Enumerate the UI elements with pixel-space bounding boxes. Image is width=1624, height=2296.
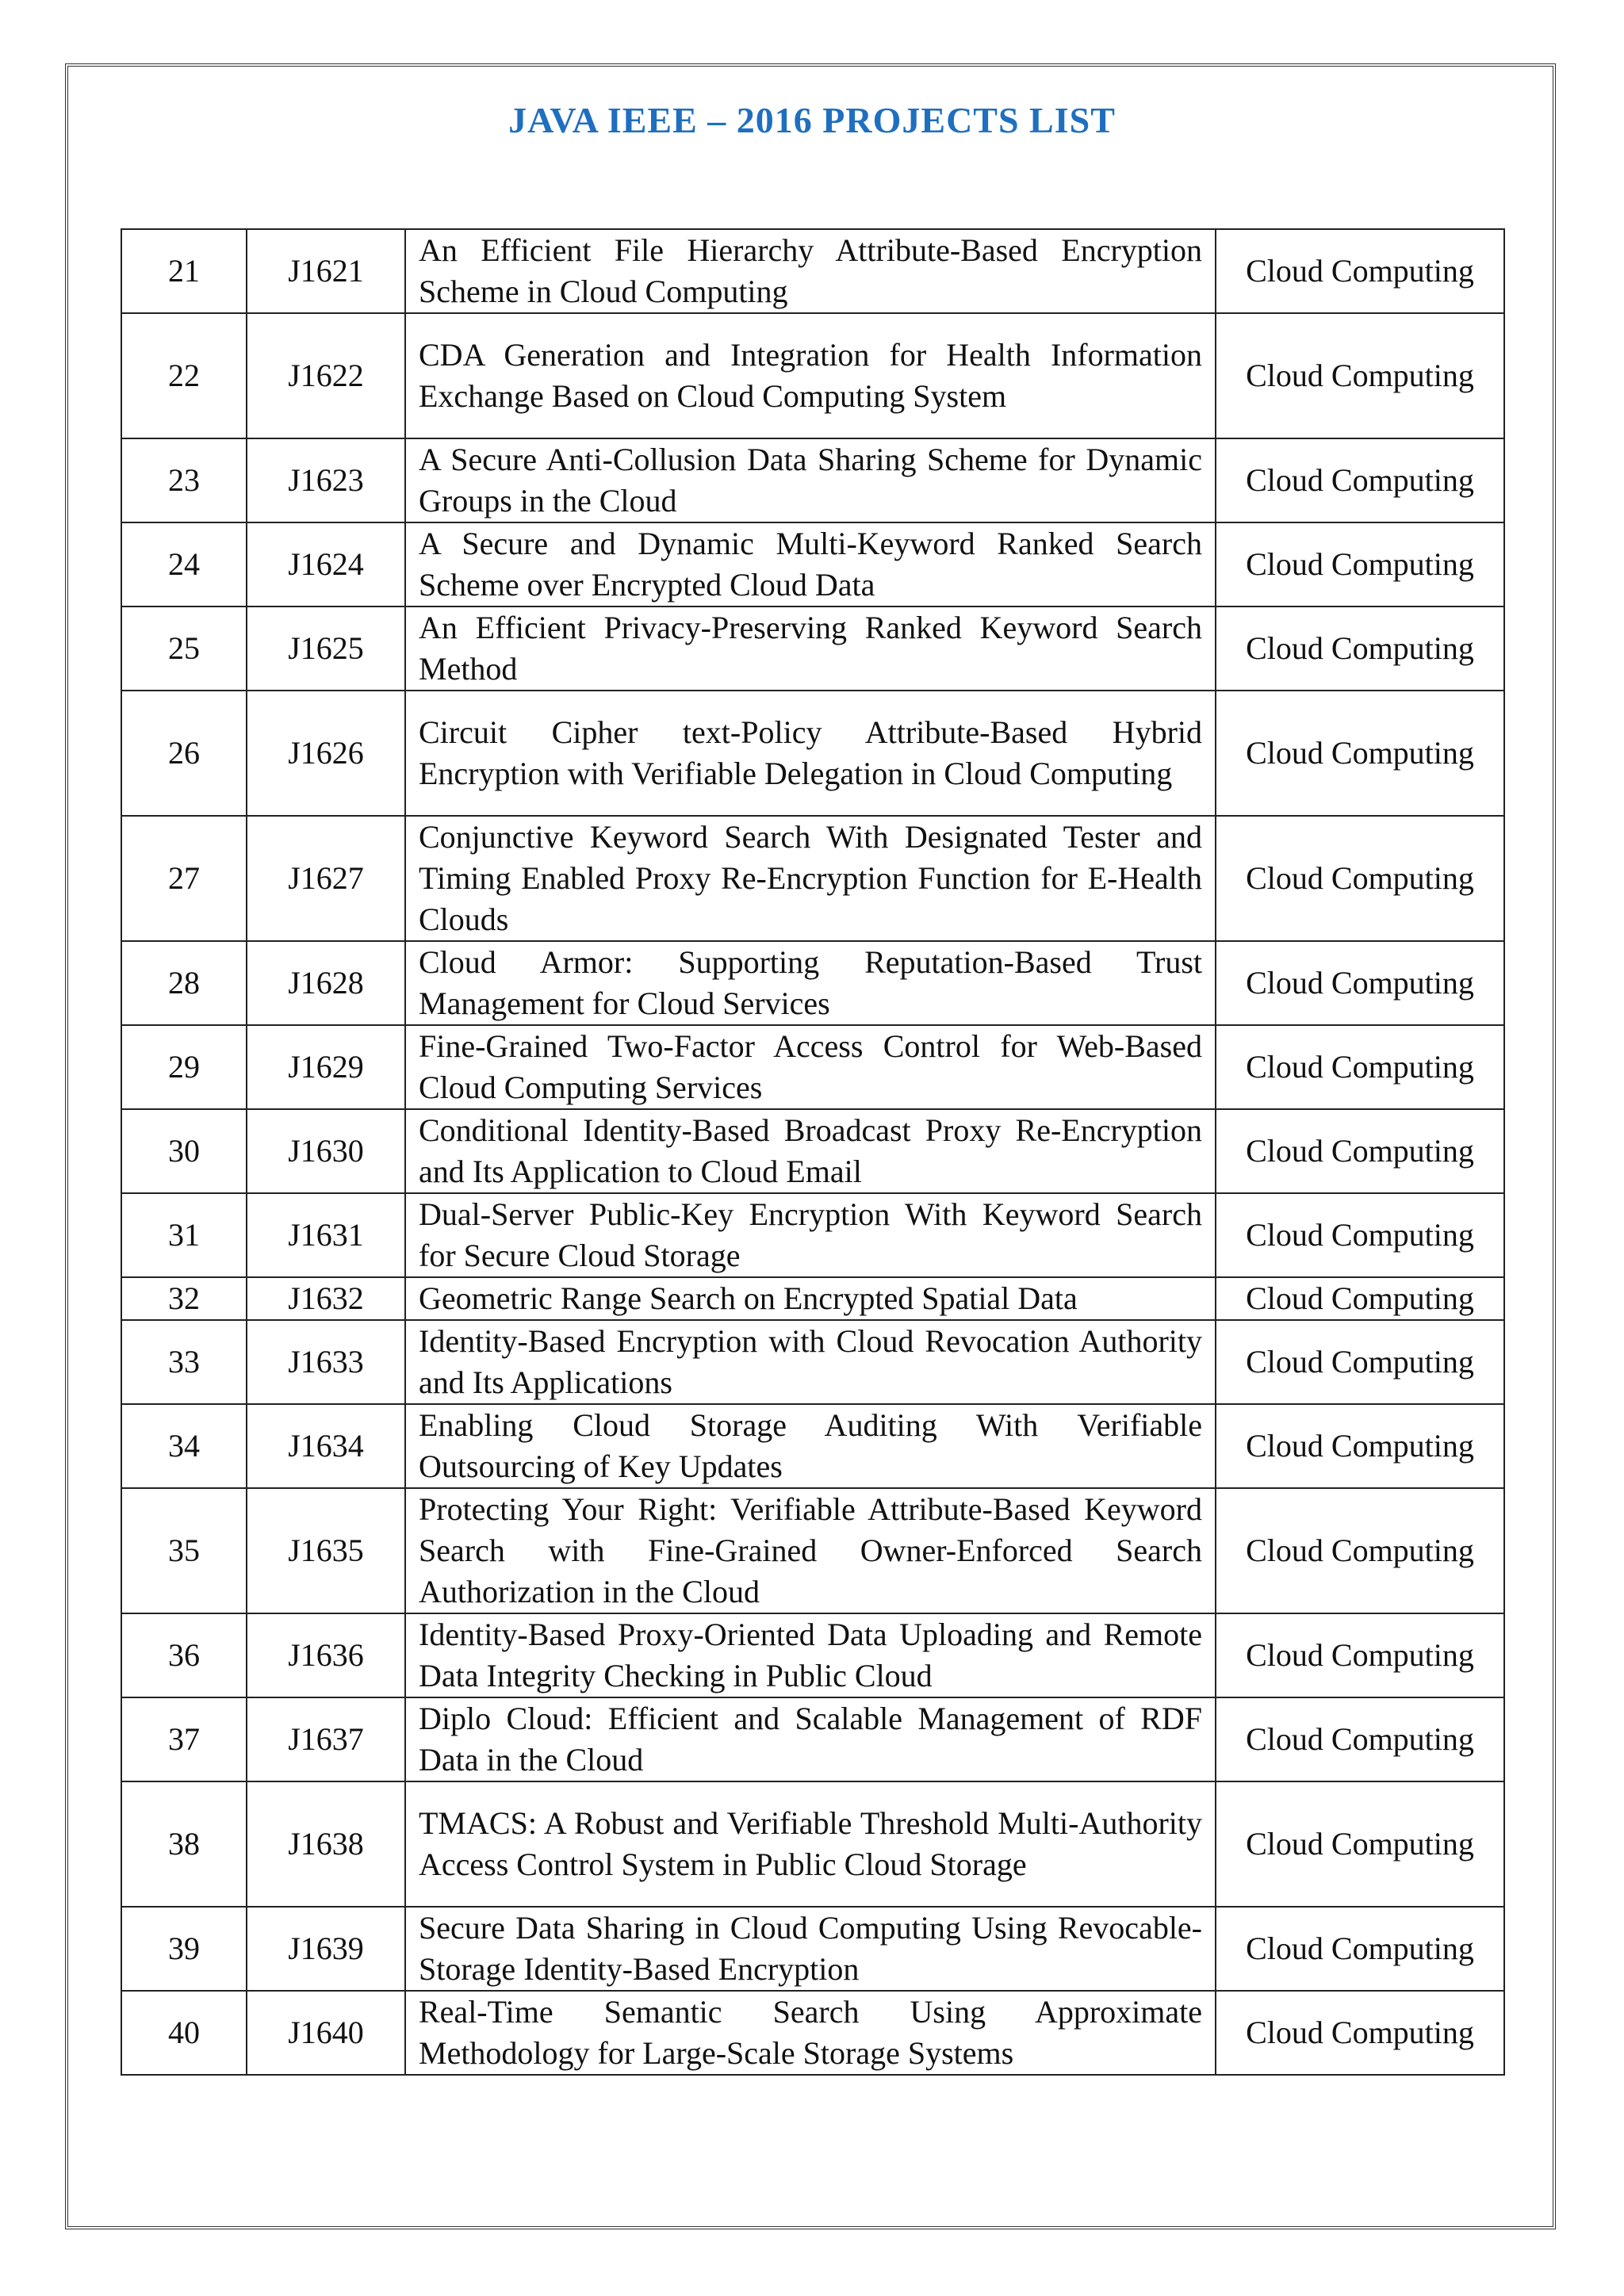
project-code-cell: J1636: [247, 1613, 405, 1697]
project-title-cell: Dual-Server Public-Key Encryption With Keyword Search for Secure Cloud Storage: [405, 1193, 1216, 1277]
project-number-cell: 29: [121, 1025, 247, 1109]
project-domain-cell: Cloud Computing: [1216, 691, 1504, 816]
project-domain-cell: Cloud Computing: [1216, 607, 1504, 691]
project-number-cell: 28: [121, 941, 247, 1025]
project-domain-cell: Cloud Computing: [1216, 1613, 1504, 1697]
table-row: [121, 1320, 1504, 1404]
table-row: [121, 522, 1504, 607]
project-title-cell: CDA Generation and Integration for Health Information Exchange Based on Cloud Computing System: [405, 313, 1216, 438]
project-title-cell: Protecting Your Right: Verifiable Attribute-Based Keyword Search with Fine-Grained Owner-Enforced Search Authorization in the Cloud: [405, 1488, 1216, 1613]
project-title-cell: Circuit Cipher text-Policy Attribute-Based Hybrid Encryption with Verifiable Delegation in Cloud Computing: [405, 691, 1216, 816]
project-domain-cell: Cloud Computing: [1216, 816, 1504, 941]
project-title-cell: Conditional Identity-Based Broadcast Proxy Re-Encryption and Its Application to Cloud Email: [405, 1109, 1216, 1193]
project-code-cell: J1632: [247, 1277, 405, 1320]
project-title-cell: Secure Data Sharing in Cloud Computing Using Revocable-Storage Identity-Based Encryption: [405, 1907, 1216, 1991]
table-row: [121, 313, 1504, 438]
table-row: [121, 229, 1504, 313]
project-code-cell: J1631: [247, 1193, 405, 1277]
project-domain-cell: Cloud Computing: [1216, 941, 1504, 1025]
projects-table: [121, 228, 1505, 2076]
project-domain-cell: Cloud Computing: [1216, 1991, 1504, 2075]
project-number-cell: 32: [121, 1277, 247, 1320]
project-code-cell: J1630: [247, 1109, 405, 1193]
project-code-cell: J1639: [247, 1907, 405, 1991]
project-code-cell: J1623: [247, 438, 405, 522]
project-title-cell: A Secure and Dynamic Multi-Keyword Ranked Search Scheme over Encrypted Cloud Data: [405, 522, 1216, 607]
table-row: [121, 1193, 1504, 1277]
project-code-cell: J1634: [247, 1404, 405, 1488]
project-domain-cell: Cloud Computing: [1216, 1488, 1504, 1613]
table-row: [121, 1404, 1504, 1488]
project-domain-cell: Cloud Computing: [1216, 1025, 1504, 1109]
project-code-cell: J1629: [247, 1025, 405, 1109]
project-number-cell: 38: [121, 1781, 247, 1907]
table-row: [121, 1613, 1504, 1697]
project-number-cell: 40: [121, 1991, 247, 2075]
project-number-cell: 39: [121, 1907, 247, 1991]
table-row: [121, 691, 1504, 816]
project-code-cell: J1621: [247, 229, 405, 313]
project-title-cell: An Efficient Privacy-Preserving Ranked Keyword Search Method: [405, 607, 1216, 691]
project-title-cell: Identity-Based Proxy-Oriented Data Uploading and Remote Data Integrity Checking in Public Cloud: [405, 1613, 1216, 1697]
project-number-cell: 21: [121, 229, 247, 313]
project-domain-cell: Cloud Computing: [1216, 1907, 1504, 1991]
project-domain-cell: Cloud Computing: [1216, 1193, 1504, 1277]
project-code-cell: J1637: [247, 1697, 405, 1781]
project-domain-cell: Cloud Computing: [1216, 1277, 1504, 1320]
project-code-cell: J1638: [247, 1781, 405, 1907]
project-number-cell: 30: [121, 1109, 247, 1193]
project-title-cell: Real-Time Semantic Search Using Approximate Methodology for Large-Scale Storage Systems: [405, 1991, 1216, 2075]
project-title-cell: Identity-Based Encryption with Cloud Revocation Authority and Its Applications: [405, 1320, 1216, 1404]
project-number-cell: 22: [121, 313, 247, 438]
project-number-cell: 27: [121, 816, 247, 941]
project-code-cell: J1624: [247, 522, 405, 607]
project-number-cell: 35: [121, 1488, 247, 1613]
project-title-cell: A Secure Anti-Collusion Data Sharing Scheme for Dynamic Groups in the Cloud: [405, 438, 1216, 522]
project-number-cell: 34: [121, 1404, 247, 1488]
projects-table-body: [121, 229, 1504, 2075]
project-title-cell: An Efficient File Hierarchy Attribute-Based Encryption Scheme in Cloud Computing: [405, 229, 1216, 313]
project-domain-cell: Cloud Computing: [1216, 1320, 1504, 1404]
project-number-cell: 37: [121, 1697, 247, 1781]
table-row: [121, 438, 1504, 522]
project-domain-cell: Cloud Computing: [1216, 522, 1504, 607]
project-domain-cell: Cloud Computing: [1216, 1404, 1504, 1488]
project-title-cell: Cloud Armor: Supporting Reputation-Based Trust Management for Cloud Services: [405, 941, 1216, 1025]
project-code-cell: J1622: [247, 313, 405, 438]
table-row: [121, 1781, 1504, 1907]
project-title-cell: TMACS: A Robust and Verifiable Threshold Multi-Authority Access Control System in Public Cloud Storage: [405, 1781, 1216, 1907]
project-code-cell: J1628: [247, 941, 405, 1025]
table-row: [121, 1488, 1504, 1613]
project-code-cell: J1635: [247, 1488, 405, 1613]
table-row: [121, 607, 1504, 691]
project-title-cell: Fine-Grained Two-Factor Access Control for Web-Based Cloud Computing Services: [405, 1025, 1216, 1109]
project-domain-cell: Cloud Computing: [1216, 1697, 1504, 1781]
project-number-cell: 25: [121, 607, 247, 691]
project-title-cell: Diplo Cloud: Efficient and Scalable Management of RDF Data in the Cloud: [405, 1697, 1216, 1781]
project-code-cell: J1627: [247, 816, 405, 941]
project-number-cell: 24: [121, 522, 247, 607]
project-title-cell: Enabling Cloud Storage Auditing With Verifiable Outsourcing of Key Updates: [405, 1404, 1216, 1488]
project-number-cell: 23: [121, 438, 247, 522]
project-number-cell: 26: [121, 691, 247, 816]
project-domain-cell: Cloud Computing: [1216, 438, 1504, 522]
project-domain-cell: Cloud Computing: [1216, 313, 1504, 438]
project-number-cell: 36: [121, 1613, 247, 1697]
table-row: [121, 1991, 1504, 2075]
project-domain-cell: Cloud Computing: [1216, 1781, 1504, 1907]
table-row: [121, 816, 1504, 941]
project-code-cell: J1625: [247, 607, 405, 691]
table-row: [121, 1697, 1504, 1781]
table-row: [121, 1025, 1504, 1109]
project-title-cell: Conjunctive Keyword Search With Designated Tester and Timing Enabled Proxy Re-Encryption Function for E-Health Clouds: [405, 816, 1216, 941]
project-number-cell: 31: [121, 1193, 247, 1277]
table-row: [121, 941, 1504, 1025]
project-domain-cell: Cloud Computing: [1216, 229, 1504, 313]
project-title-cell: Geometric Range Search on Encrypted Spatial Data: [405, 1277, 1216, 1320]
project-code-cell: J1640: [247, 1991, 405, 2075]
table-row: [121, 1277, 1504, 1320]
project-code-cell: J1626: [247, 691, 405, 816]
project-code-cell: J1633: [247, 1320, 405, 1404]
page-title: JAVA IEEE – 2016 PROJECTS LIST: [508, 100, 1116, 140]
project-domain-cell: Cloud Computing: [1216, 1109, 1504, 1193]
table-row: [121, 1109, 1504, 1193]
project-number-cell: 33: [121, 1320, 247, 1404]
table-row: [121, 1907, 1504, 1991]
